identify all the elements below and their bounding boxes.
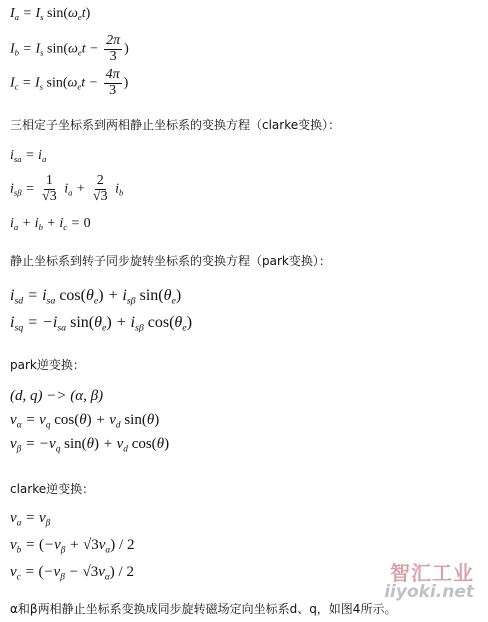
iclarke-title: clarke逆变换： (10, 482, 95, 496)
clarke-title: 三相定子坐标系到两相静止坐标系的变换方程（clarke变换）： (10, 118, 341, 132)
equation-clarke-3: $i_a + i_b + i_c = 0$ (10, 216, 91, 233)
equation-park-1: $i_{sd} = i_{sa}$ $\cos(\theta_e) + i_{s\beta}$ $\sin(\theta_e)$ (10, 287, 182, 307)
ipark-title: park逆变换： (10, 358, 85, 372)
equation-ib: $I_b = I_s$ $\sin(\omega_et$ − $\frac{2\pi}{3}$ ) (10, 33, 129, 64)
equation-iclarke-3: $v_c = (-v_\beta - √3v_\alpha) / 2$ (10, 564, 134, 583)
closing-text: α和β两相静止坐标系变换成同步旋转磁场定向坐标系d、q，如图4所示。 (10, 602, 397, 616)
watermark-cn: 智汇工业 (390, 561, 474, 585)
park-title: 静止坐标系到转子同步旋转坐标系的变换方程（park变换）： (10, 254, 331, 268)
watermark-en: iiyoki.net (384, 582, 474, 602)
equation-clarke-2: $i_{s\beta}$ = $\frac{1}{√3}$ $i_a$ + $\frac{2}{√3}$ $i_b$ (10, 173, 124, 204)
equation-park-2: $i_{sq} = -i_{sa}$ $\sin(\theta_e) + i_{s\beta}$ $\cos(\theta_e)$ (10, 314, 193, 334)
equation-iclarke-2: $v_b = (-v_\beta + √3v_\alpha) / 2$ (10, 537, 135, 556)
equation-ia: $I_a = I_s$ $\sin(\omega_et)$ (10, 6, 91, 23)
equation-ipark-3: $v_\beta = -v_q$ $\sin(\theta) + v_d$ cos(θ) (10, 436, 170, 455)
equation-ic: $I_c = I_s$ $\sin(\omega_et$ − $\frac{4\pi}{3}$ ) (10, 67, 129, 98)
equation-clarke-1: $i_{sa} = i_a$ (10, 148, 47, 165)
watermark-logo (384, 557, 474, 602)
equation-ipark-2: $v_\alpha = v_q$ $\cos(\theta) + v_d$ sin(θ) (10, 412, 160, 431)
equation-ipark-1: (d, q) −> (α, β) (10, 388, 104, 404)
equation-iclarke-1: $v_a = v_\beta$ (10, 510, 51, 529)
